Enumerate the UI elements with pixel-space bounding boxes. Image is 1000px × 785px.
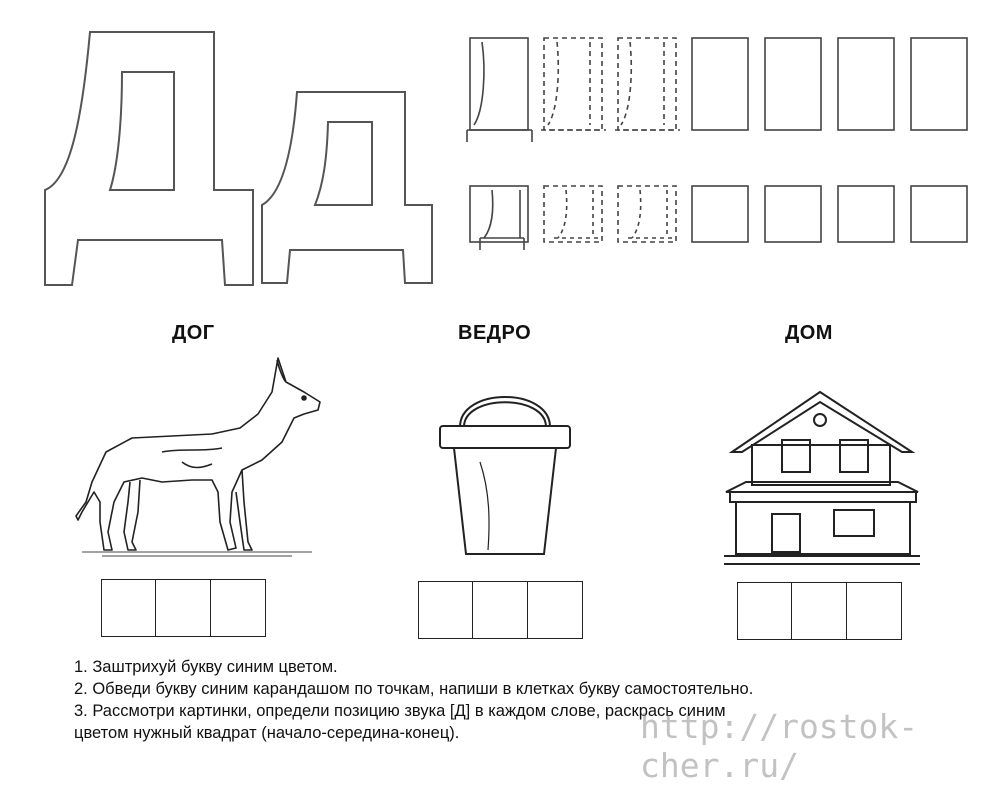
- instruction-3: 3. Рассмотри картинки, определи позицию звука [Д] в каждом слове, раскрась синим: [74, 702, 726, 720]
- word-label-bucket: ВЕДРО: [458, 322, 532, 344]
- trace-row-uppercase: [467, 38, 967, 142]
- answer-square-end[interactable]: [210, 579, 266, 637]
- answer-square-middle[interactable]: [155, 579, 211, 637]
- answer-square-end[interactable]: [527, 581, 583, 639]
- answer-squares-house: [737, 582, 900, 640]
- dog-icon: [72, 352, 332, 567]
- instruction-2: 2. Обведи букву синим карандашом по точкам, напиши в клетках букву самостоятельно.: [74, 680, 754, 698]
- watermark: http://rostok-cher.ru/: [640, 707, 919, 785]
- answer-square-end[interactable]: [846, 582, 902, 640]
- trace-row-lowercase: [470, 186, 967, 250]
- word-label-dog: ДОГ: [172, 322, 215, 344]
- bucket-icon: [430, 382, 580, 567]
- uppercase-letter-outline: [45, 32, 253, 285]
- answer-squares-bucket: [418, 581, 581, 639]
- instruction-3-continued: цветом нужный квадрат (начало-середина-конец).: [74, 724, 460, 742]
- word-label-house: ДОМ: [785, 322, 833, 344]
- answer-square-start[interactable]: [101, 579, 157, 637]
- answer-square-start[interactable]: [737, 582, 793, 640]
- answer-squares-dog: [101, 579, 264, 637]
- answer-square-middle[interactable]: [791, 582, 847, 640]
- outline-letters: [0, 0, 460, 300]
- tracing-grid: [462, 30, 982, 255]
- house-icon: [722, 390, 922, 570]
- lowercase-letter-outline: [262, 92, 432, 283]
- answer-square-start[interactable]: [418, 581, 474, 639]
- instruction-1: 1. Заштрихуй букву синим цветом.: [74, 658, 338, 676]
- answer-square-middle[interactable]: [472, 581, 528, 639]
